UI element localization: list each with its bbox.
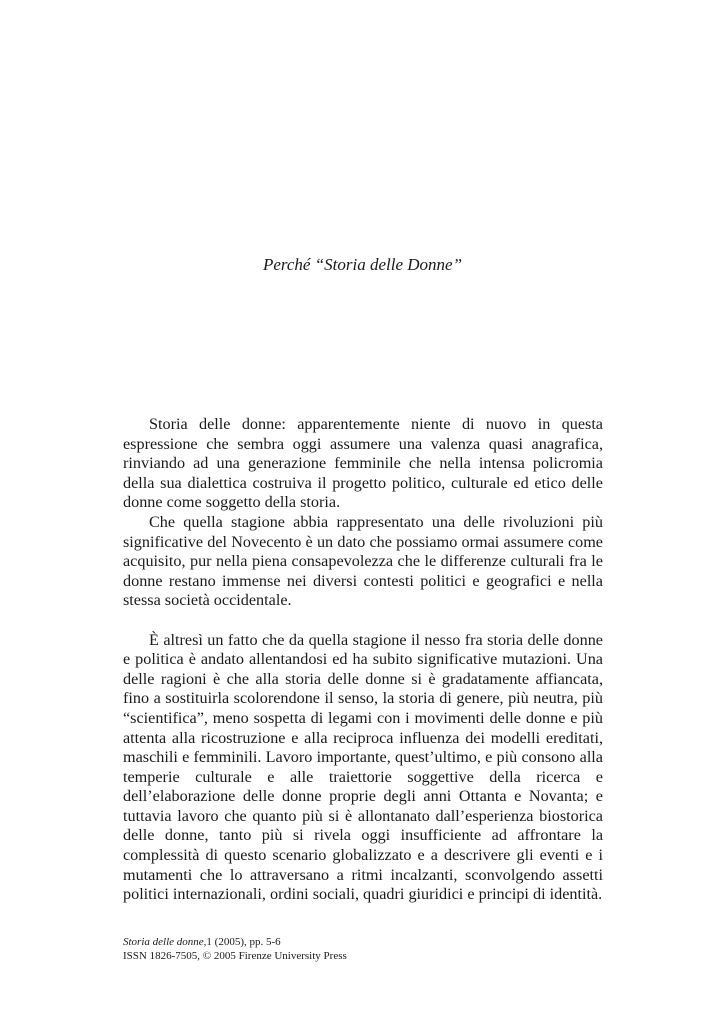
journal-name: Storia delle donne <box>123 936 204 948</box>
article-title: Perché “Storia delle Donne” <box>262 255 463 274</box>
page-footer <box>123 935 347 963</box>
citation-line <box>123 935 347 949</box>
paragraph: Storia delle donne: apparentemente niente di nuovo in questa espressione che sembra oggi assumere una valenza quasi anagrafica, rinviando ad una generazione femminile che nella intensa policromia della sua dialettica costruiva il progetto politico, culturale ed etico delle donne come soggetto della storia. <box>123 415 603 512</box>
article-body <box>123 415 603 905</box>
paragraph: È altresì un fatto che da quella stagione il nesso fra storia delle donne e politica è andato allentandosi ed ha subito significative mutazioni. Una delle ragioni è che alla storia delle donne si è gradatamente affiancata, fino a sostituirla scolorendone il senso, la storia di genere, più neutra, più “scientifica”, meno sospetta di legami con i movimenti delle donne e più attenta alla ricostruzione e alla reciproca influenza dei modelli ereditati, maschili e femminili. Lavoro importante, quest’ultimo, e più consono alla temperie culturale e alle traiettorie soggettive della ricerca e dell’elaborazione delle donne proprie degli anni Ottanta e Novanta; e tuttavia lavoro che quanto più si è allontanato dall’esperienza biostorica delle donne, tanto più si rivela oggi insufficiente ad affrontare la complessità di questo scenario globalizzato e a descrivere gli eventi e i mutamenti che lo attraversano a ritmi incalzanti, sconvolgendo assetti politici internazionali, ordini sociali, quadri giuridici e principi di identità. <box>123 630 603 904</box>
issn-line: ISSN 1826-7505, © 2005 Firenze University Press <box>123 950 347 962</box>
paragraph: Che quella stagione abbia rappresentato una delle rivoluzioni più significative del Novecento è un dato che possiamo ormai assumere come acquisito, pur nella piena consapevolezza che le differenze culturali fra le donne restano immense nei diversi contesti politici e geografici e nella stessa società occidentale. <box>123 512 603 610</box>
issue-info: ,1 (2005), pp. 5-6 <box>203 936 281 948</box>
